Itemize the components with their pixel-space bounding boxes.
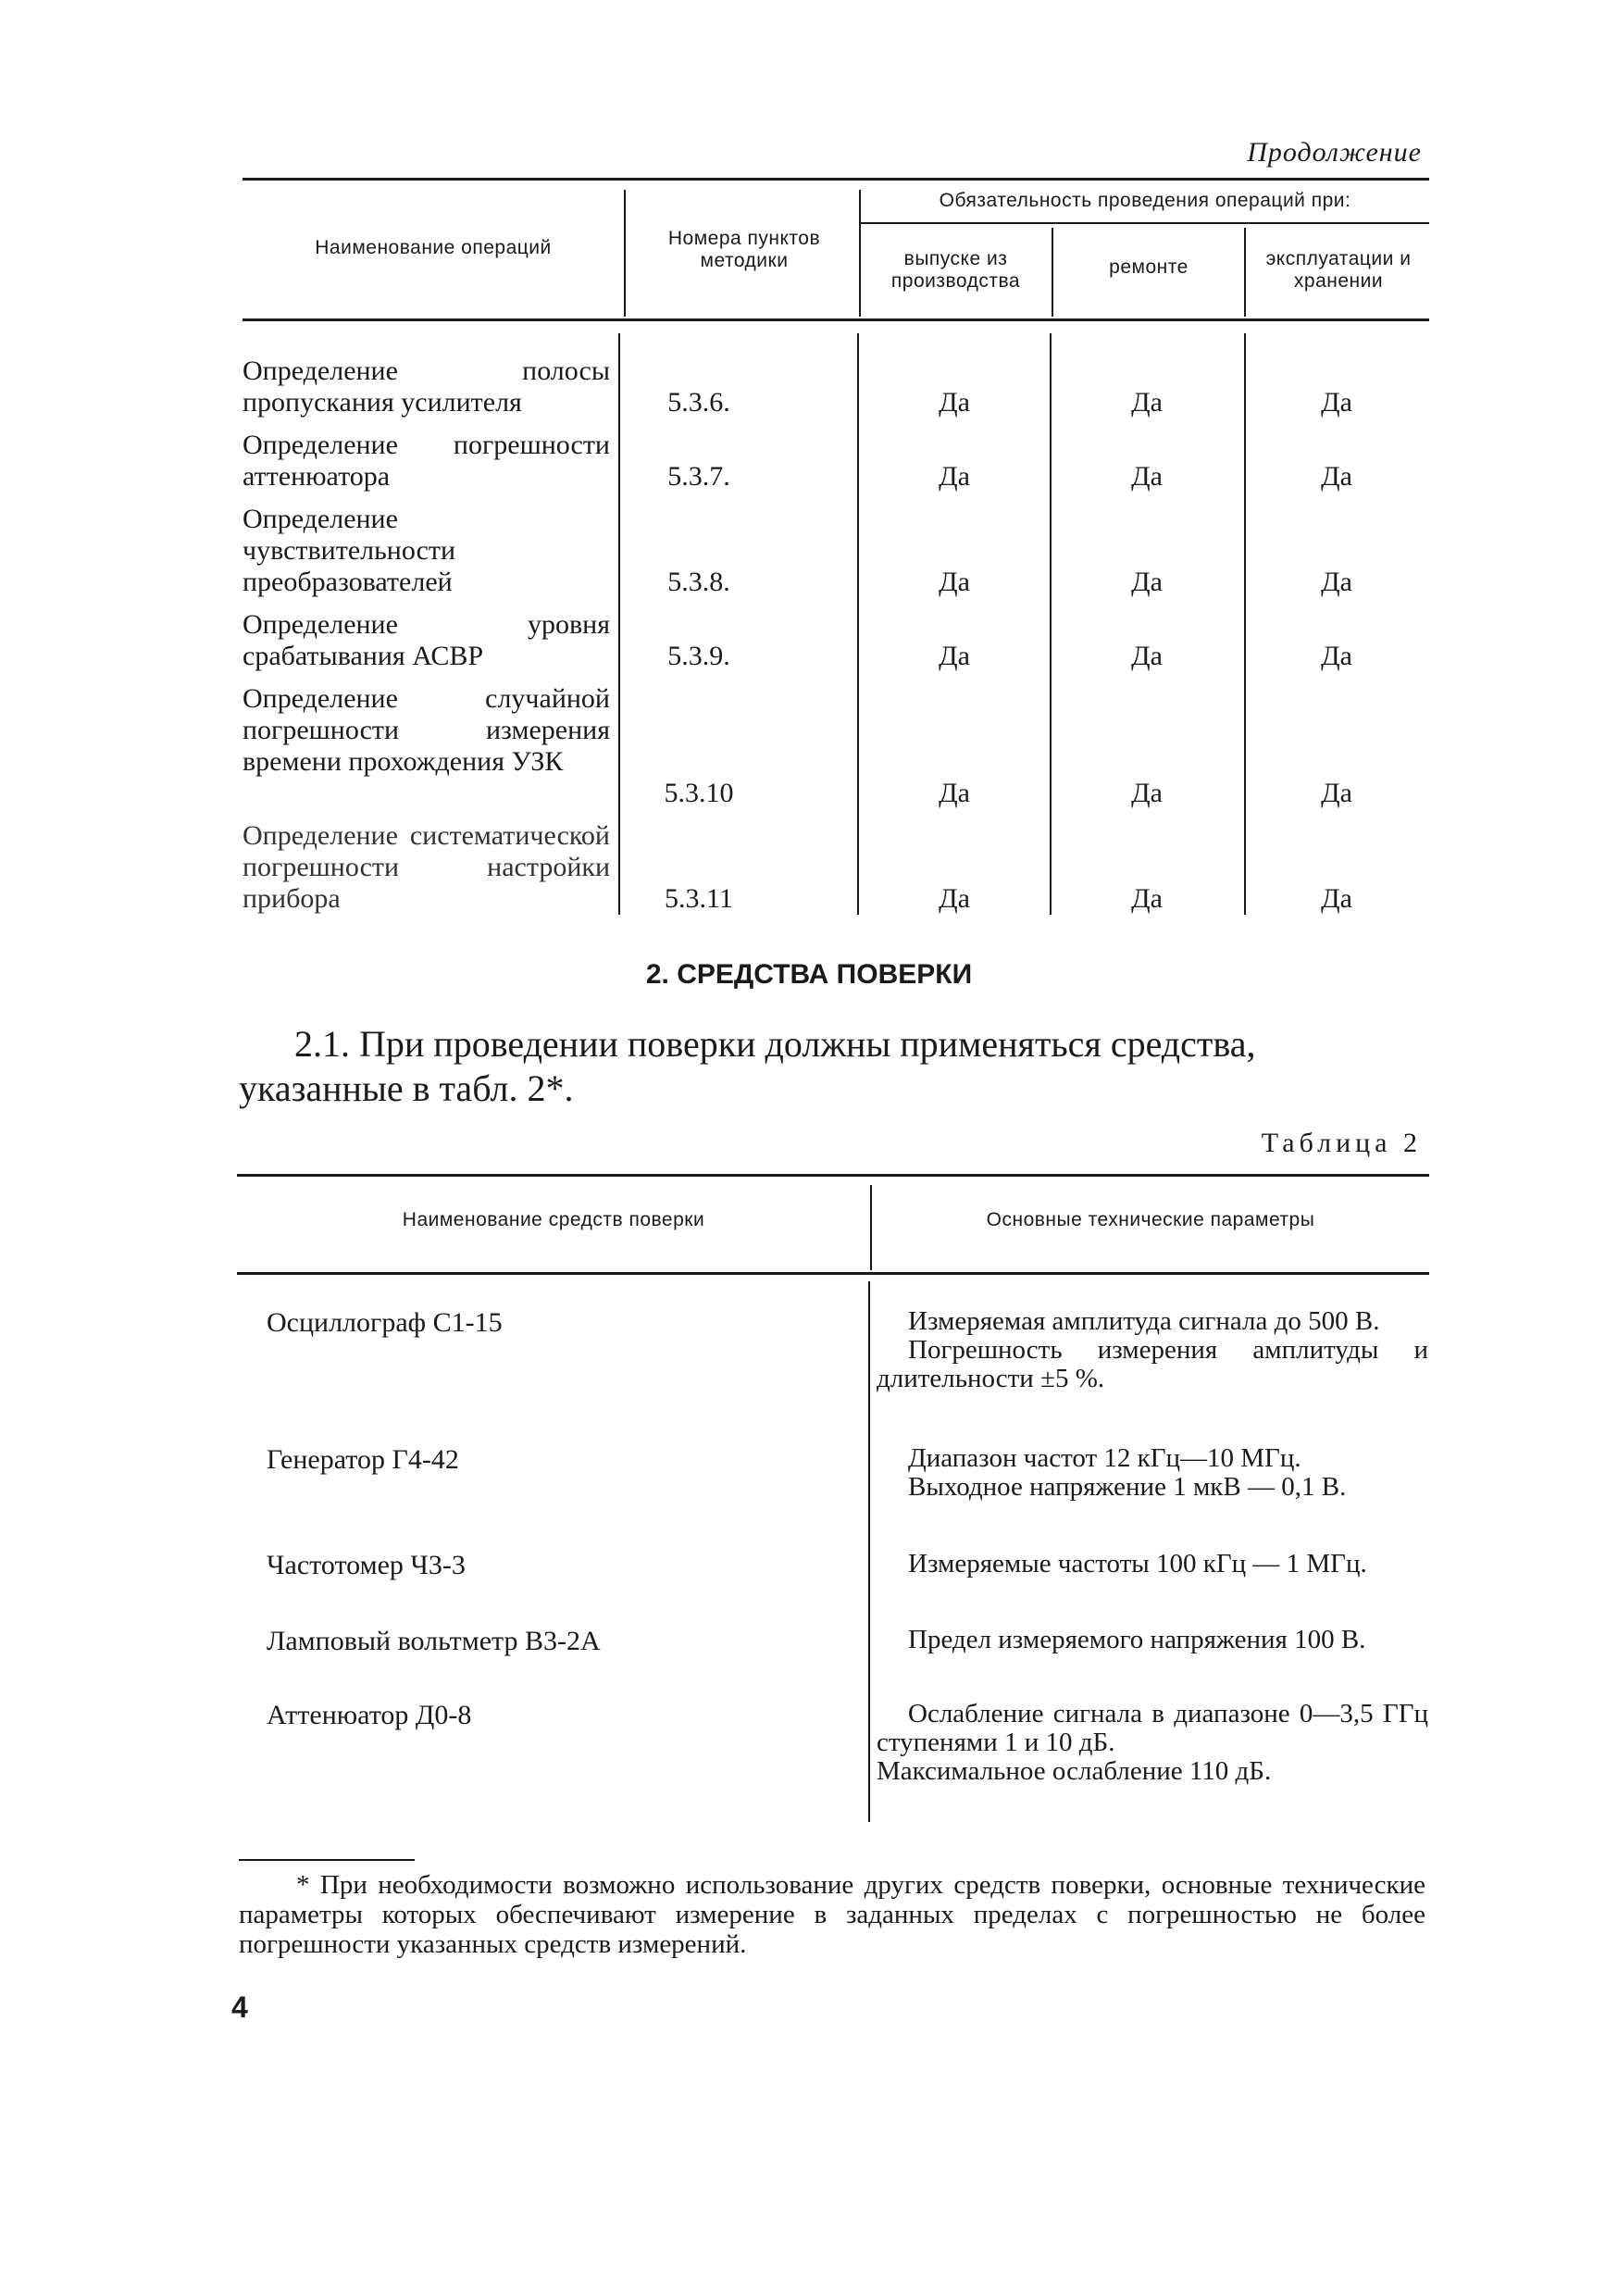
point-number: 5.3.7. (667, 461, 730, 492)
table2-body-vline (868, 1281, 870, 1822)
table1-header-release: выпуске из производства (890, 248, 1021, 292)
exploitation-value: Да (1321, 387, 1352, 418)
repair-value: Да (1131, 567, 1163, 597)
release-value: Да (939, 461, 970, 492)
table1-body-vline-3 (1050, 333, 1052, 915)
param-line: Выходное напряжение 1 мкВ — 0,1 В. (908, 1472, 1347, 1502)
table2-header-bottom-rule (237, 1272, 1429, 1275)
operation-name: Определение систематической погрешности настройки прибора (243, 820, 610, 914)
release-value: Да (939, 567, 970, 597)
repair-value: Да (1131, 461, 1163, 492)
exploitation-value: Да (1321, 461, 1352, 492)
exploitation-value: Да (1321, 567, 1352, 597)
instrument-params (877, 1550, 1428, 1578)
release-value: Да (939, 387, 970, 418)
table1-header-points: Номера пунктов методики (667, 228, 821, 271)
table1-top-rule (243, 178, 1429, 181)
table1-body-vline-1 (618, 333, 620, 915)
operation-name: Определение уровня срабатывания АСВР (243, 609, 610, 671)
instrument-name: Генератор Г4-42 (267, 1444, 459, 1475)
table1-group-rule (859, 222, 1429, 224)
paragraph: 2.1. При проведении поверки должны применяться средства, указанные в табл. 2*. (239, 1023, 1256, 1109)
table1-header-bottom-rule (243, 318, 1429, 321)
table1-vline-1 (624, 190, 626, 317)
exploitation-value: Да (1321, 641, 1352, 671)
continuation-label: Продолжение (1247, 137, 1422, 168)
table1-header-repair: ремонте (1109, 256, 1189, 278)
instrument-name: Аттенюатор Д0-8 (267, 1700, 472, 1730)
instrument-name: Осциллограф С1-15 (267, 1307, 503, 1338)
exploitation-value: Да (1321, 883, 1352, 914)
param-line: Диапазон частот 12 кГц—10 МГц. (908, 1443, 1301, 1473)
operation-name: Определение полосы пропускания усилителя (243, 356, 610, 418)
footnote: * При необходимости возможно использование других средств поверки, основные технические параметры которых обеспечивают измерение в заданных пределах с погрешностью не более погрешности указанных средств измерений. (239, 1870, 1425, 1959)
operation-name: Определение случайной погрешности измерения времени прохождения УЗК (243, 683, 610, 777)
param-line: Предел измеряемого напряжения 100 В. (908, 1625, 1366, 1654)
footnote-rule (239, 1859, 415, 1861)
table1-header-group: Обязательность проведения операций при: (939, 190, 1351, 211)
param-line: Погрешность измерения амплитуды и длительности ±5 %. (877, 1335, 1428, 1393)
table2-top-rule (237, 1174, 1429, 1177)
point-number: 5.3.9. (667, 641, 730, 671)
param-line: Измеряемые частоты 100 кГц — 1 МГц. (908, 1549, 1367, 1578)
point-number: 5.3.8. (667, 567, 730, 597)
point-number: 5.3.6. (667, 387, 730, 418)
param-line: Максимальное ослабление 110 дБ. (877, 1756, 1272, 1786)
table1-header-exploitation: эксплуатации и хранении (1265, 248, 1412, 292)
release-value: Да (939, 883, 970, 914)
instrument-params (877, 1444, 1428, 1502)
param-line: Измеряемая амплитуда сигнала до 500 В. (908, 1306, 1380, 1336)
repair-value: Да (1131, 641, 1163, 671)
table2-header-params: Основные технические параметры (986, 1209, 1315, 1230)
repair-value: Да (1131, 387, 1163, 418)
table1-body-vline-4 (1244, 333, 1246, 915)
page-number: 4 (231, 1990, 248, 2024)
param-line: Ослабление сигнала в диапазоне 0—3,5 ГГц ступенями 1 и 10 дБ. (877, 1699, 1428, 1757)
repair-value: Да (1131, 778, 1163, 808)
repair-value: Да (1131, 883, 1163, 914)
exploitation-value: Да (1321, 778, 1352, 808)
operation-name: Определение чувствительности преобразователей (243, 504, 456, 597)
instrument-name: Ламповый вольтметр В3-2А (267, 1626, 601, 1656)
instrument-params (877, 1307, 1428, 1393)
table1-header-operation: Наименование операций (315, 237, 552, 258)
point-number: 5.3.11 (665, 883, 733, 914)
release-value: Да (939, 641, 970, 671)
point-number: 5.3.10 (664, 778, 734, 808)
instrument-name: Частотомер Ч3-3 (267, 1550, 466, 1580)
section-title: 2. СРЕДСТВА ПОВЕРКИ (645, 959, 973, 990)
table2-label: Таблица 2 (1261, 1128, 1422, 1158)
instrument-params (877, 1700, 1428, 1786)
table1-body-vline-2 (857, 333, 859, 915)
table2-header-name: Наименование средств поверки (402, 1209, 705, 1230)
operation-name: Определение погрешности аттенюатора (243, 430, 610, 492)
instrument-params (877, 1626, 1428, 1654)
release-value: Да (939, 778, 970, 808)
